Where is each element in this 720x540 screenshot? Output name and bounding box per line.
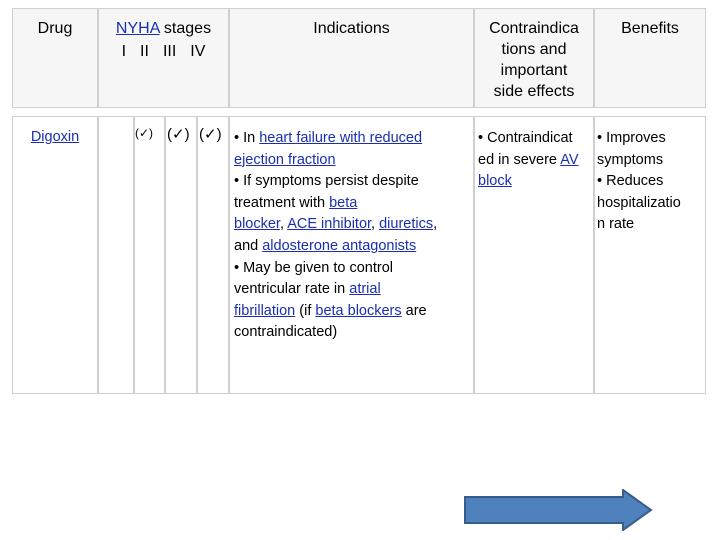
separator: , [371, 216, 380, 233]
separator: , [433, 216, 438, 233]
cell-contraindications [474, 116, 594, 394]
nyha-link[interactable]: NYHA [115, 20, 160, 37]
hfref-link-cont[interactable]: ejection fraction [234, 151, 336, 168]
ace-inhibitor-link[interactable]: ACE inhibitor [287, 216, 372, 233]
fibrillation-link[interactable]: fibrillation [234, 302, 296, 319]
ind-bullet-2: • If symptoms persist despite [234, 173, 419, 190]
benefits-text [595, 117, 705, 236]
next-arrow-icon[interactable] [463, 489, 653, 531]
header-benefits: Benefits [621, 20, 679, 37]
stage-2-check: (✓) [135, 126, 154, 140]
beta-blockers-link[interactable]: beta blockers [315, 302, 402, 319]
av-link[interactable]: AV [560, 151, 579, 168]
ind-text: treatment with [234, 194, 330, 211]
benefit-line: symptoms [597, 151, 664, 168]
stage-4-check: (✓) [199, 126, 222, 143]
benefit-line: n rate [597, 216, 635, 233]
benefit-line: hospitalizatio [597, 194, 681, 211]
contra-header-line: important [500, 62, 568, 79]
contra-line: ed in severe [478, 151, 561, 168]
ind-bullet-1: • In [234, 130, 260, 146]
ind-bullet-3: • May be given to control [234, 259, 394, 276]
blocker-link[interactable]: blocker [234, 216, 280, 233]
header-cell-benefits [594, 8, 706, 108]
atrial-link[interactable]: atrial [349, 281, 381, 298]
stage-1-label: I [121, 43, 127, 60]
stage-3-label: III [162, 43, 177, 60]
cell-stage-4 [197, 116, 229, 394]
header-nyha-title [99, 18, 228, 39]
header-cell-drug [12, 8, 98, 108]
hfref-link[interactable]: heart failure with reduced [259, 130, 423, 146]
stage-3-check: (✓) [167, 126, 190, 143]
header-contraindications [475, 18, 593, 102]
contra-line: • Contraindicat [478, 130, 573, 146]
ind-text: ventricular rate in [234, 281, 350, 298]
indications-text [230, 117, 473, 344]
header-indications: Indications [313, 20, 390, 37]
contra-text [475, 117, 593, 193]
block-link[interactable]: block [478, 173, 512, 190]
stage-2-label: II [140, 43, 149, 60]
benefit-line: • Reduces [597, 173, 664, 190]
ind-text: (if [295, 302, 316, 319]
cell-stage-2 [134, 116, 165, 394]
header-cell-contraindications [474, 8, 594, 108]
contra-header-line: tions and [501, 41, 567, 58]
separator: , [279, 216, 288, 233]
beta-link[interactable]: beta [329, 194, 358, 211]
aldosterone-antagonists-link[interactable]: aldosterone antagonists [262, 237, 417, 254]
nyha-title-rest: stages [159, 20, 212, 37]
cell-stage-3 [165, 116, 197, 394]
nyha-stage-labels [99, 41, 228, 62]
cell-drug [12, 116, 98, 394]
ind-text: and [234, 237, 263, 254]
contra-header-line: side effects [493, 83, 575, 100]
cell-indications [229, 116, 474, 394]
ind-text: contraindicated) [234, 324, 338, 341]
ind-text: are [401, 302, 427, 319]
diuretics-link[interactable]: diuretics [379, 216, 434, 233]
contra-header-line: Contraindica [489, 20, 579, 37]
stage-4-label: IV [190, 43, 206, 60]
cell-stage-gap [98, 116, 134, 394]
header-drug: Drug [37, 20, 73, 37]
digoxin-link[interactable]: Digoxin [30, 129, 80, 145]
header-cell-indications [229, 8, 474, 108]
cell-benefits [594, 116, 706, 394]
header-cell-nyha [98, 8, 229, 108]
benefit-line: • Improves [597, 130, 666, 146]
